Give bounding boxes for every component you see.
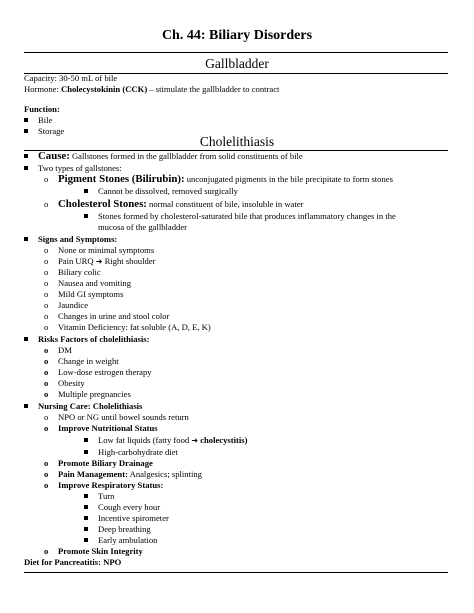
list-item: o Pain Management: Analgesics; splinting bbox=[44, 469, 202, 479]
function-label: Function: bbox=[24, 104, 60, 114]
square-bullet-icon bbox=[84, 538, 88, 542]
right-arrow-icon: ➜ bbox=[95, 257, 103, 266]
square-bullet-icon bbox=[84, 494, 88, 498]
list-item: o Obesity bbox=[44, 378, 85, 388]
list-item: Turn bbox=[84, 491, 114, 501]
list-item: Cause: Gallstones formed in the gallbladder from solid constituents of bile bbox=[24, 151, 303, 161]
square-bullet-icon bbox=[24, 166, 28, 170]
list-item: o Change in weight bbox=[44, 356, 119, 366]
square-bullet-icon bbox=[24, 237, 28, 241]
list-item: o Improve Respiratory Status: bbox=[44, 480, 164, 490]
list-item: o Improve Nutritional Status bbox=[44, 423, 158, 433]
square-bullet-icon bbox=[84, 189, 88, 193]
list-item: o Pain URQ ➜ Right shoulder bbox=[44, 256, 156, 266]
square-bullet-icon bbox=[84, 450, 88, 454]
list-item: Deep breathing bbox=[84, 524, 151, 534]
list-item: o Jaundice bbox=[44, 300, 89, 310]
square-bullet-icon bbox=[84, 527, 88, 531]
list-item: o Changes in urine and stool color bbox=[44, 311, 170, 321]
square-bullet-icon bbox=[84, 438, 88, 442]
list-item: o Biliary colic bbox=[44, 267, 101, 277]
square-bullet-icon bbox=[24, 404, 28, 408]
list-item: Risks Factors of cholelithiasis: bbox=[24, 334, 149, 344]
diet-line: Diet for Pancreatitis: NPO bbox=[24, 557, 122, 567]
divider bbox=[24, 52, 448, 53]
list-item: Low fat liquids (fatty food ➜ cholecystitis) bbox=[84, 435, 247, 446]
square-bullet-icon bbox=[24, 337, 28, 341]
list-item: o Multiple pregnancies bbox=[44, 389, 131, 399]
list-item: Signs and Symptoms: bbox=[24, 234, 117, 244]
list-item: Early ambulation bbox=[84, 535, 157, 545]
right-arrow-icon: ➜ bbox=[191, 436, 199, 445]
square-bullet-icon bbox=[84, 214, 88, 218]
list-item: o NPO or NG until bowel sounds return bbox=[44, 412, 189, 422]
square-bullet-icon bbox=[24, 118, 28, 122]
square-bullet-icon bbox=[24, 154, 28, 158]
list-item: o Mild GI symptoms bbox=[44, 289, 124, 299]
list-item: o Pigment Stones (Bilirubin): unconjugated pigments in the bile precipitate to form stones bbox=[44, 173, 393, 185]
list-item: Cough every hour bbox=[84, 502, 160, 512]
list-item: o None or minimal symptoms bbox=[44, 245, 155, 255]
section-heading-gallbladder: Gallbladder bbox=[205, 56, 269, 71]
list-item: o Nausea and vomiting bbox=[44, 278, 132, 288]
list-item: Storage bbox=[24, 126, 64, 136]
list-item-continuation: mucosa of the gallbladder bbox=[98, 222, 188, 232]
list-item: Cannot be dissolved, removed surgically bbox=[84, 186, 238, 196]
list-item: o DM bbox=[44, 345, 72, 355]
list-item: Incentive spirometer bbox=[84, 513, 169, 523]
list-item: o Low-dose estrogen therapy bbox=[44, 367, 152, 377]
list-item: High-carbohydrate diet bbox=[84, 447, 178, 457]
list-item: o Vitamin Deficiency: fat soluble (A, D, E, K) bbox=[44, 322, 211, 332]
list-item: o Promote Skin Integrity bbox=[44, 546, 143, 556]
section-heading-cholelithiasis: Cholelithiasis bbox=[199, 134, 275, 149]
list-item: Nursing Care: Cholelithiasis bbox=[24, 401, 142, 411]
list-item: o Promote Biliary Drainage bbox=[44, 458, 153, 468]
list-item: Stones formed by cholesterol-saturated bile that produces inflammatory changes in the bbox=[84, 211, 396, 221]
divider bbox=[24, 572, 448, 573]
hormone-line: Hormone: Cholecystokinin (CCK) – stimulate the gallbladder to contract bbox=[24, 84, 280, 94]
list-item: o Cholesterol Stones: normal constituent of bile, insoluble in water bbox=[44, 198, 304, 210]
list-item: Two types of gallstones: bbox=[24, 163, 122, 173]
square-bullet-icon bbox=[84, 516, 88, 520]
list-item: Bile bbox=[24, 115, 52, 125]
capacity-line: Capacity: 30-50 mL of bile bbox=[24, 73, 118, 83]
page-title: Ch. 44: Biliary Disorders bbox=[161, 28, 313, 43]
square-bullet-icon bbox=[24, 129, 28, 133]
square-bullet-icon bbox=[84, 505, 88, 509]
